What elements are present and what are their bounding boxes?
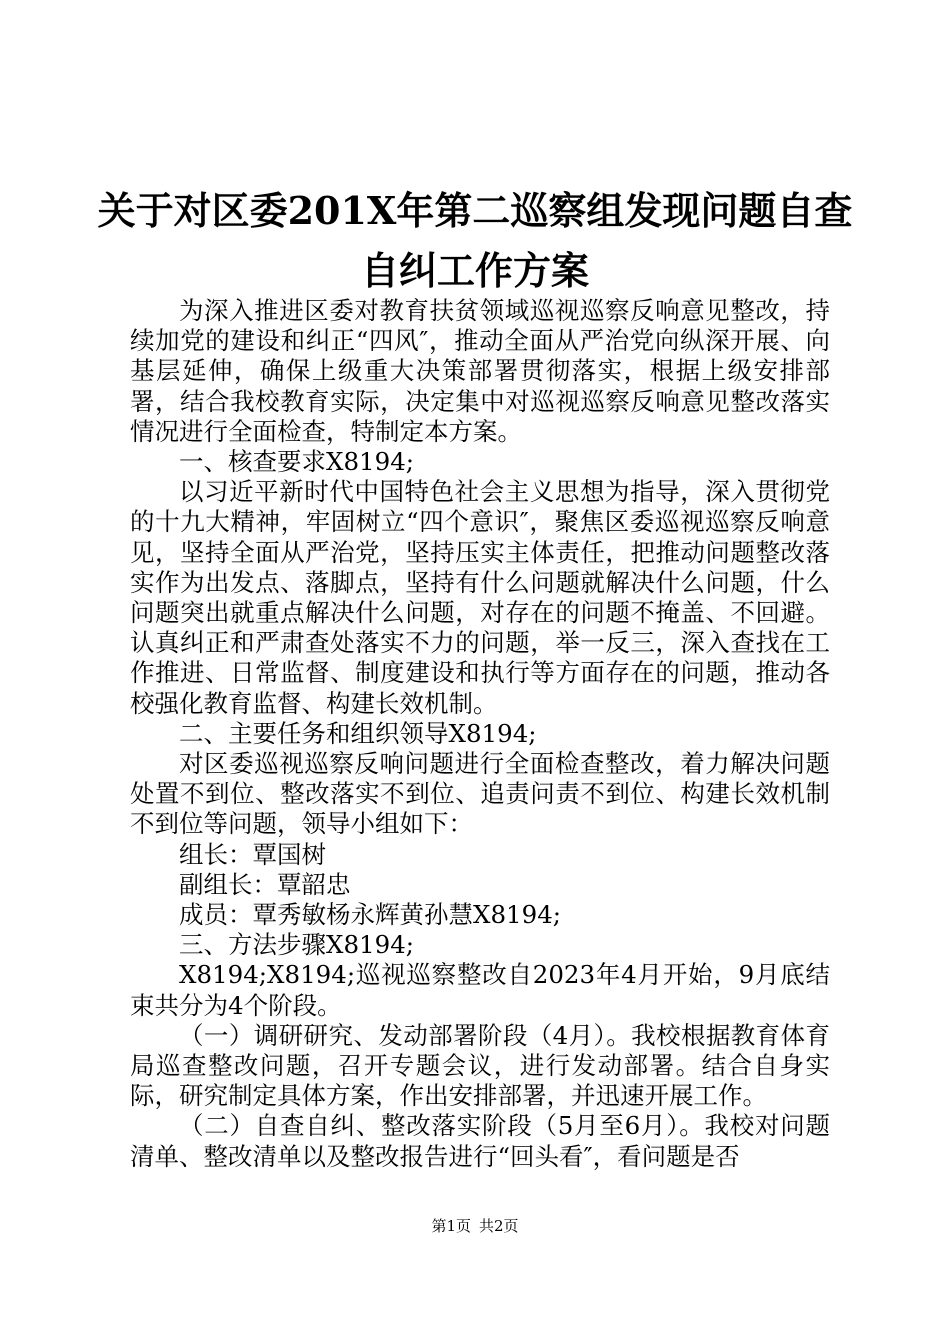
members-line: 成员：覃秀敏杨永辉黄孙慧X8194; <box>179 900 562 930</box>
leader-line: 组长：覃国树 <box>179 839 326 869</box>
section-1-paragraph: 以习近平新时代中国特色社会主义思想为指导，深入贯彻党的十九大精神，牢固树立“四个意识″，聚焦区委巡视巡察反响意见，坚持全面从严治党，坚持压实主体责任，把推动问题整改落实作为出发点、落脚点，坚持有什么问题就解决什么问题，什么问题突出就重点解决什么问题，对存在的问题不掩盖、不回避。认真纠正和严肃查处落实不力的问题，举一反三，深入查找在工作推进、日常监督、制度建设和执行等方面存在的问题，推动各校强化教育监督、构建长效机制。 <box>130 477 830 718</box>
page-number: 第1页 <box>431 1217 471 1235</box>
page-footer <box>0 1216 950 1236</box>
section-heading-1: 一、核查要求X8194; <box>179 447 415 477</box>
section-heading-3: 三、方法步骤X8194; <box>179 930 415 960</box>
intro-paragraph: 为深入推进区委对教育扶贫领域巡视巡察反响意见整改，持续加党的建设和纠正“四风″，推动全面从严治党向纵深开展、向基层延伸，确保上级重大决策部署贯彻落实，根据上级安排部署，结合我校教育实际，决定集中对巡视巡察反响意见整改落实情况进行全面检查，特制定本方案。 <box>130 296 830 446</box>
deputy-leader-line: 副组长：覃韶忠 <box>179 869 351 899</box>
section-heading-2: 二、主要任务和组织领导X8194; <box>179 718 537 748</box>
section-3-paragraph: X8194;X8194;巡视巡察整改自2023年4月开始，9月底结束共分为4个阶段。 <box>130 960 830 1020</box>
page-total: 共2页 <box>479 1217 519 1235</box>
document-title-line-2: 自纠工作方案 <box>360 248 589 293</box>
stage-2-paragraph: （二）自查自纠、整改落实阶段（5月至6月）。我校对问题清单、整改清单以及整改报告进行“回头看″，看问题是否 <box>130 1111 830 1171</box>
section-2-paragraph: 对区委巡视巡察反响问题进行全面检查整改，着力解决问题处置不到位、整改落实不到位、追责问责不到位、构建长效机制不到位等问题，领导小组如下： <box>130 749 830 839</box>
document-title-line-1: 关于对区委201X年第二巡察组发现问题自查 <box>97 188 853 233</box>
stage-1-paragraph: （一）调研研究、发动部署阶段（4月）。我校根据教育体育局巡查整改问题，召开专题会议，进行发动部署。结合自身实际，研究制定具体方案，作出安排部署，并迅速开展工作。 <box>130 1020 830 1111</box>
document-body <box>130 296 830 1172</box>
